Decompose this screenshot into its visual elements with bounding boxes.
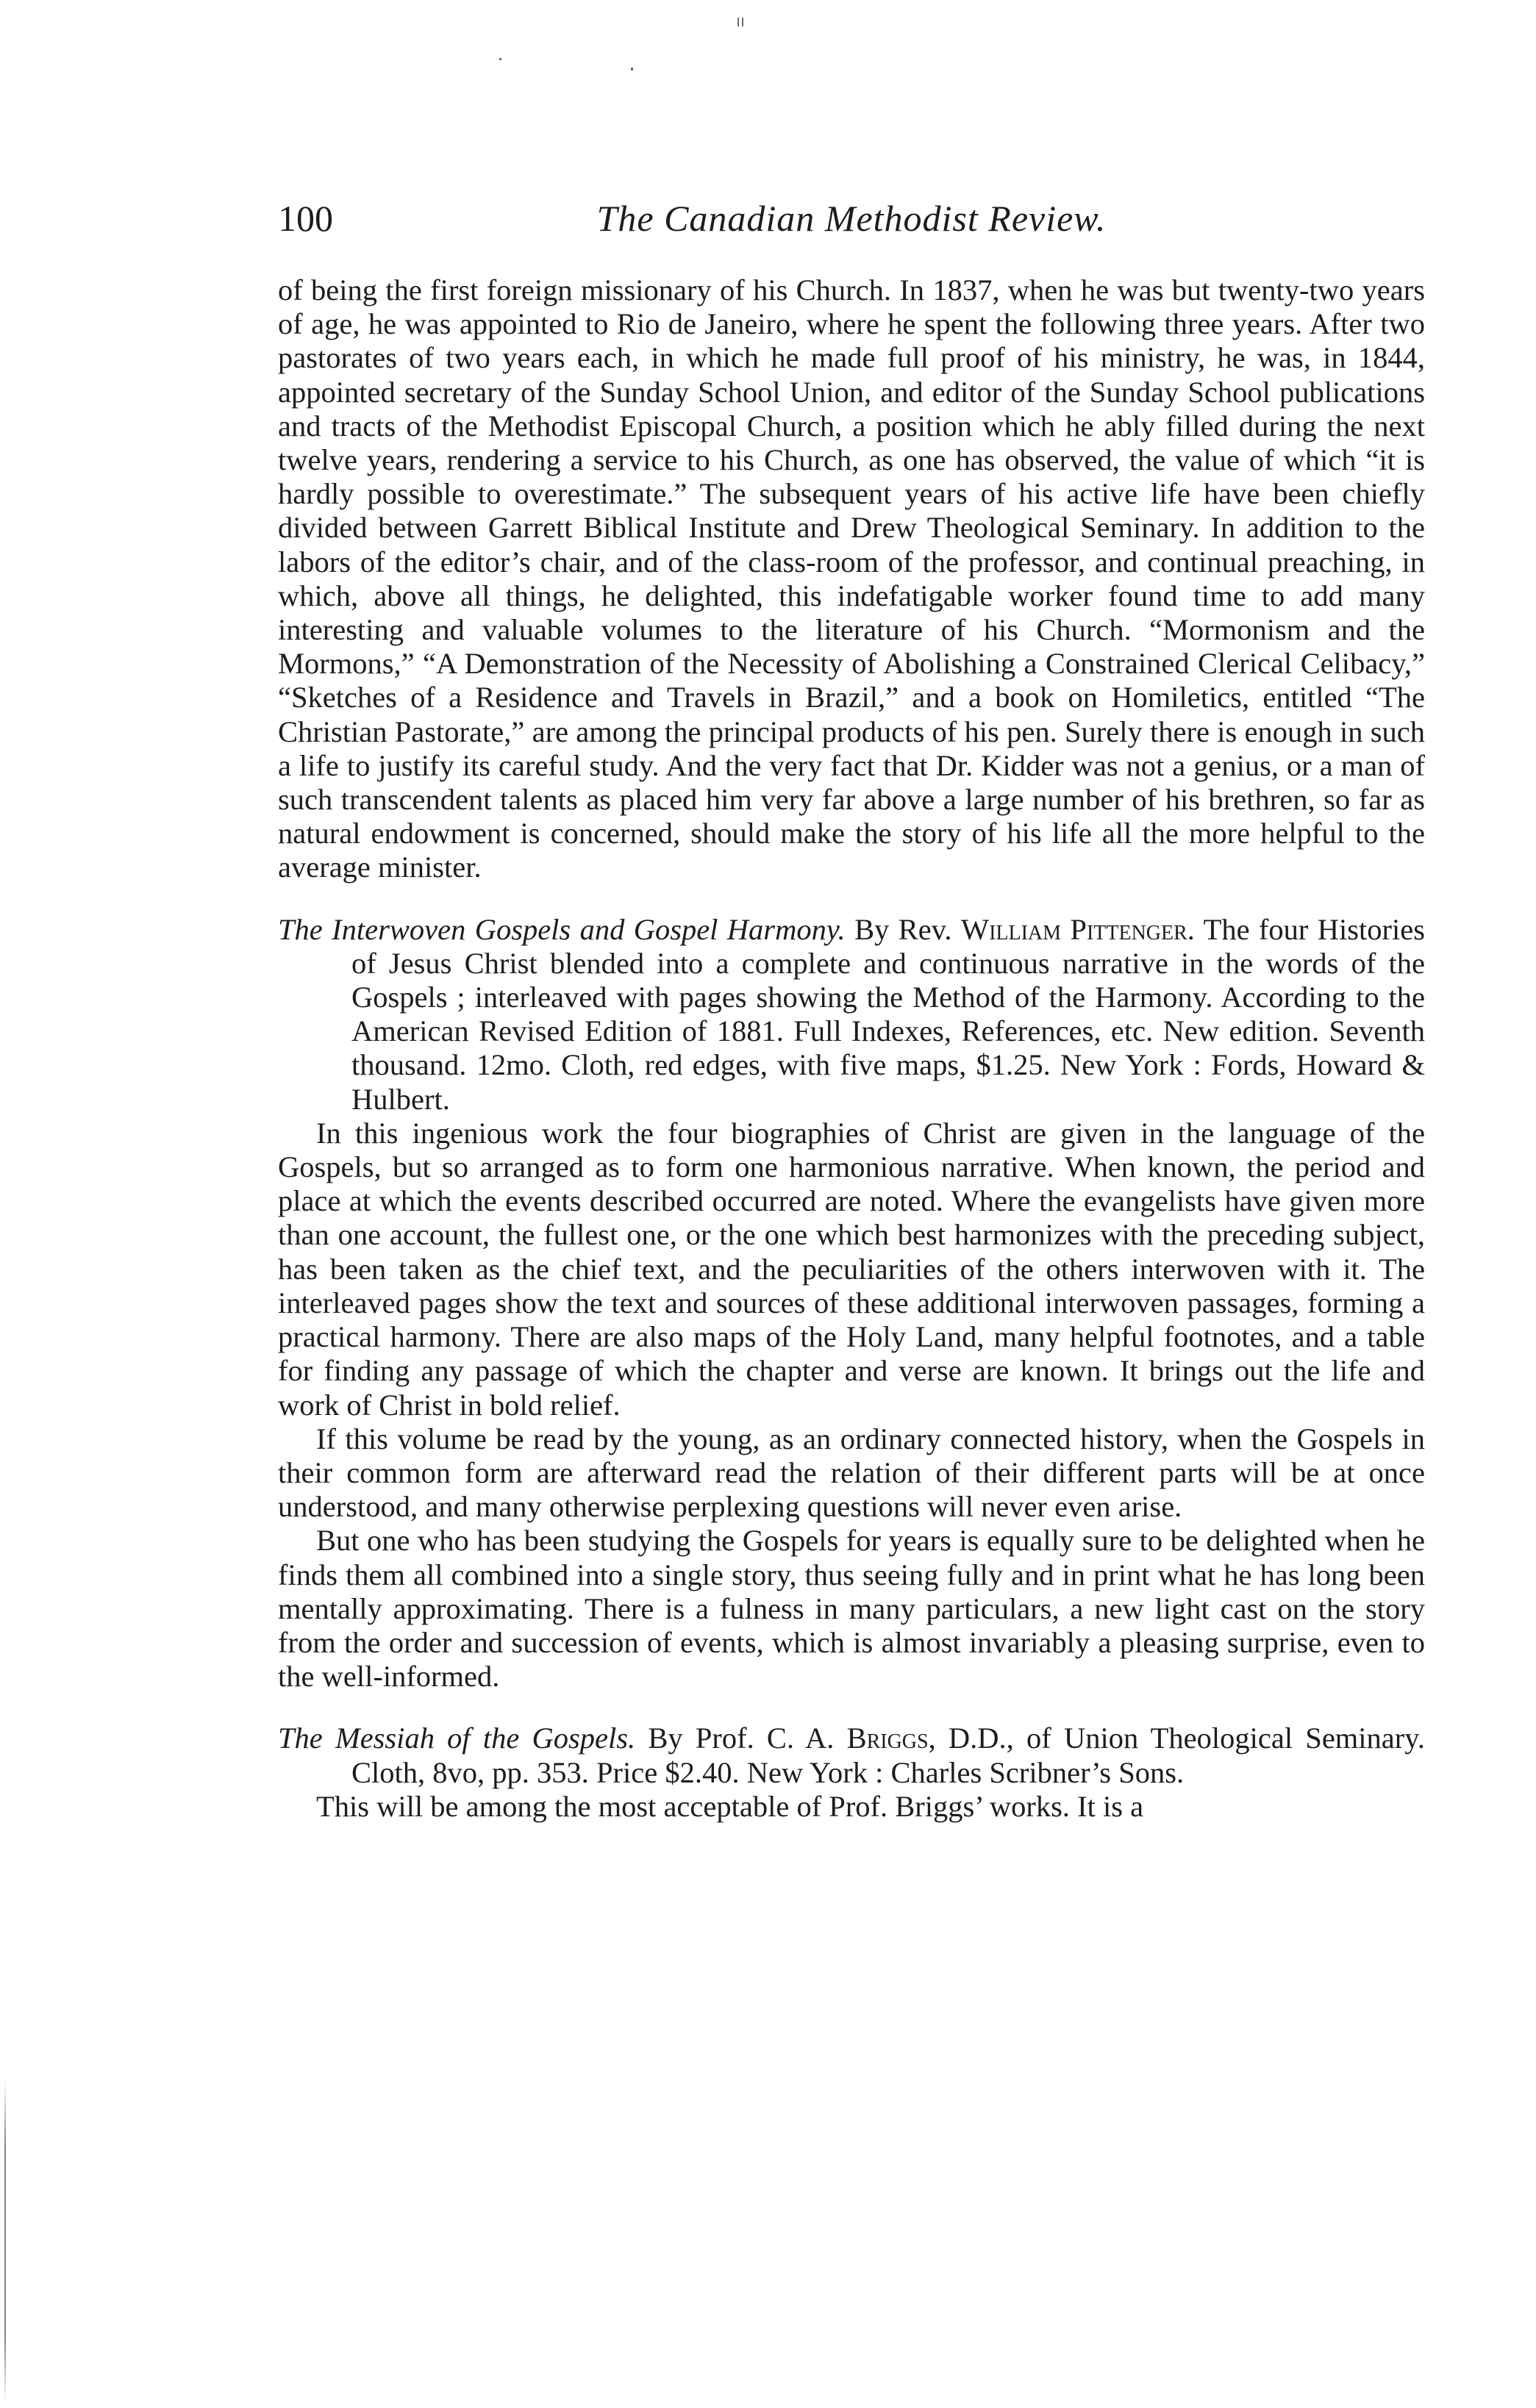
book-details: The four Histories of Jesus Christ blended into a complete and continuous narrative in the words of the Gospels ; interleaved with pages showing the Method of the Harmony. According to the American Revised Edition of 1881. Full Indexes, References, etc. New edition. Seventh thousand. 12mo. Cloth, red edges, with five maps, $1.25. New York : Fords, Howard & Hulbert. [351, 912, 1426, 1116]
scan-speck [737, 18, 739, 26]
running-title: The Canadian Methodist Review. [596, 198, 1107, 239]
book-review-entry [278, 913, 1425, 1117]
paragraph: If this volume be read by the young, as an ordinary connected history, when the Gospels in their common form are afterward read the relation of their different parts will be at once understood, and many otherwise perplexing questions will never even arise. [278, 1422, 1425, 1524]
paragraph: This will be among the most acceptable of Prof. Briggs’ works. It is a [316, 1789, 1144, 1823]
scan-edge-mark [4, 2080, 6, 2404]
paragraph: In this ingenious work the four biographies of Christ are given in the language of the Gospels, but so arranged as to form one harmonious narrative. When known, the period and place at which the events described occurred are noted. Where the evangelists have given more than one account, the fullest one, or the one which best harmonizes with the preceding subject, has been taken as the chief text, and the peculiarities of the others interwoven with it. The interleaved pages show the text and sources of these additional interwoven passages, forming a practical harmony. There are also maps of the Holy Land, many helpful footnotes, and a table for finding any passage of which the chapter and verse are known. It brings out the life and work of Christ in bold relief. [278, 1116, 1425, 1422]
paragraph: of being the first foreign missionary of his Church. In 1837, when he was but twenty-two years of age, he was appointed to Rio de Janeiro, where he spent the following three years. After two pastorates of two years each, in which he made full proof of his ministry, he was, in 1844, appointed secretary of the Sunday School Union, and editor of the Sunday School publications and tracts of the Methodist Episcopal Church, a position which he ably filled during the next twelve years, rendering a service to his Church, as one has observed, the value of which “it is hardly possible to overestimate.” The subsequent years of his active life have been chiefly divided between Garrett Biblical Institute and Drew Theological Seminary. In addition to the labors of the editor’s chair, and of the class-room of the professor, and continual preaching, in which, above all things, he delighted, this indefatigable worker found time to add many interesting and valuable volumes to the literature of his Church. “Mormonism and the Mormons,” “A Demonstration of the Necessity of Abolishing a Constrained Clerical Celibacy,” “Sketches of a Residence and Travels in Brazil,” and a book on Homiletics, entitled “The Christian Pastorate,” are among the principal products of his pen. Surely there is enough in such a life to justify its careful study. And the very fact that Dr. Kidder was not a genius, or a man of such transcendent talents as placed him very far above a large number of his brethren, so far as natural endowment is concerned, should make the story of his life all the more helpful to the average minister. [278, 273, 1425, 884]
page-header [278, 193, 1425, 244]
scan-speck [631, 68, 633, 71]
byline-prefix: By Rev. [854, 912, 952, 946]
book-details: of Union Theological Seminary. Cloth, 8vo, pp. 353. Price $2.40. New York : Charles Scribner’s Sons. [351, 1721, 1426, 1789]
page-number: 100 [278, 198, 333, 239]
scan-speck [742, 18, 743, 26]
paragraph: But one who has been studying the Gospels for years is equally sure to be delighted when he finds them all combined into a single story, thus seeing fully and in print what he has long been mentally approximating. There is a fulness in many particulars, a new light cast on the story from the order and succession of events, which is almost invariably a pleasing surprise, even to the well-informed. [278, 1524, 1425, 1694]
article-body [278, 273, 1425, 1824]
author-name: Briggs, D.D., [846, 1721, 1014, 1755]
book-title: The Interwoven Gospels and Gospel Harmony. [278, 912, 846, 946]
author-name: William Pittenger. [960, 912, 1195, 946]
book-title: The Messiah of the Gospels. [278, 1721, 636, 1755]
byline-prefix: By Prof. C. A. [648, 1721, 835, 1755]
scan-speck [499, 58, 501, 60]
book-review-entry [278, 1721, 1425, 1789]
